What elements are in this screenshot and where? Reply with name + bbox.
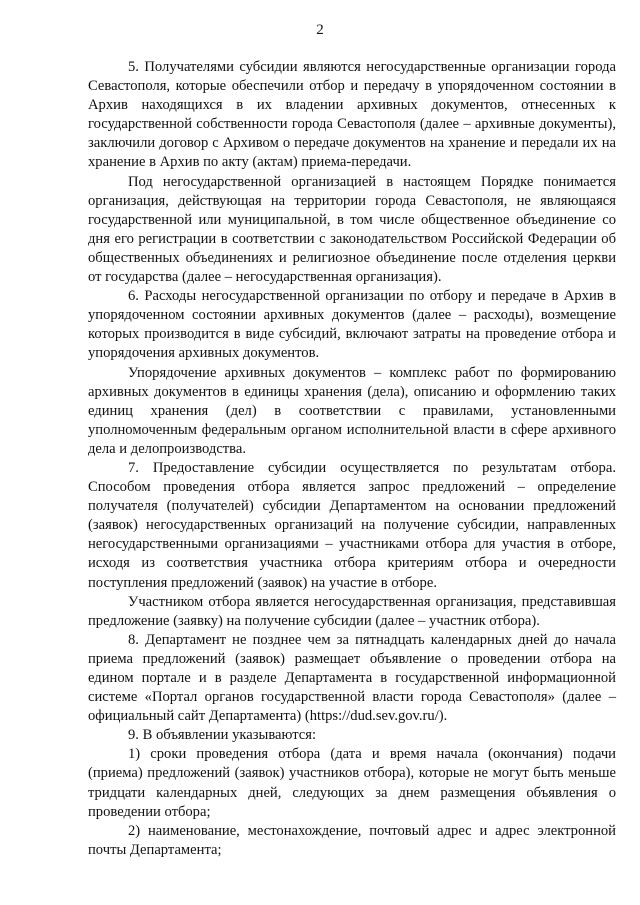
paragraph-5: 5. Получателями субсидии являются негосударственные организации города Севастополя, которые обеспечили отбор и передачу в упорядоченном состоянии в Архив находящихся в их владении архивных документов, отнесенных к государственной собственности города Севастополя (далее – архивные документы), заключили договор с Архивом о передаче документов на хранение и передали их на хранение в Архив по акту (актам) приема-передачи. [88, 59, 616, 171]
paragraph-definition-participant: Участником отбора является негосударственная организация, представившая предложение (заявку) на получение субсидии (далее – участник отбора). [88, 593, 616, 629]
paragraph-6: 6. Расходы негосударственной организации по отбору и передаче в Архив в упорядоченном состоянии архивных документов (далее – расходы), возмещение которых производится в виде субсидий, включают затраты на проведение отбора и упорядочения архивных документов. [88, 288, 616, 362]
document-body [88, 58, 616, 860]
paragraph-8: 8. Департамент не позднее чем за пятнадцать календарных дней до начала приема предложений (заявок) размещает объявление о проведении отбора на едином портале и в разделе Департамента в государственной информационной системе «Портал органов государственной власти города Севастополя» (далее – официальный сайт Департамента) (https://dud.sev.gov.ru/). [88, 631, 616, 725]
paragraph-7: 7. Предоставление субсидии осуществляется по результатам отбора. Способом проведения отбора является запрос предложений – определение получателя (получателей) субсидии Департаментом на основании предложений (заявок) негосударственных организаций на получение субсидии, направленных негосударственными организациями – участниками отбора для участия в отборе, исходя из соответствия участника отбора критериям отбора и очередности поступления предложений (заявок) на участие в отборе. [88, 459, 616, 591]
list-item-1: 1) сроки проведения отбора (дата и время начала (окончания) подачи (приема) предложений (заявок) участников отбора), которые не могут быть меньше тридцати календарных дней, следующих за днем размещения объявления о проведении отбора; [88, 746, 616, 820]
paragraph-definition-ordering: Упорядочение архивных документов – комплекс работ по формированию архивных документов в единицы хранения (дела), описанию и оформлению таких единиц хранения (дел) в соответствии с правилами, установленными уполномоченным федеральным органом исполнительной власти в сфере архивного дела и делопроизводства. [88, 364, 616, 457]
page-number: 2 [316, 22, 324, 38]
list-item-2: 2) наименование, местонахождение, почтовый адрес и адрес электронной почты Департамента; [88, 822, 616, 858]
paragraph-9: 9. В объявлении указываются: [128, 727, 317, 744]
paragraph-definition-organization: Под негосударственной организацией в настоящем Порядке понимается организация, действующая на территории города Севастополя, не являющаяся государственной или муниципальной, в том числе общественное объединение со дня его регистрации в соответствии с законодательством Российской Федерации об общественных объединениях и религиозное объединение после отделения церкви от государства (далее – негосударственная организация). [88, 173, 616, 286]
